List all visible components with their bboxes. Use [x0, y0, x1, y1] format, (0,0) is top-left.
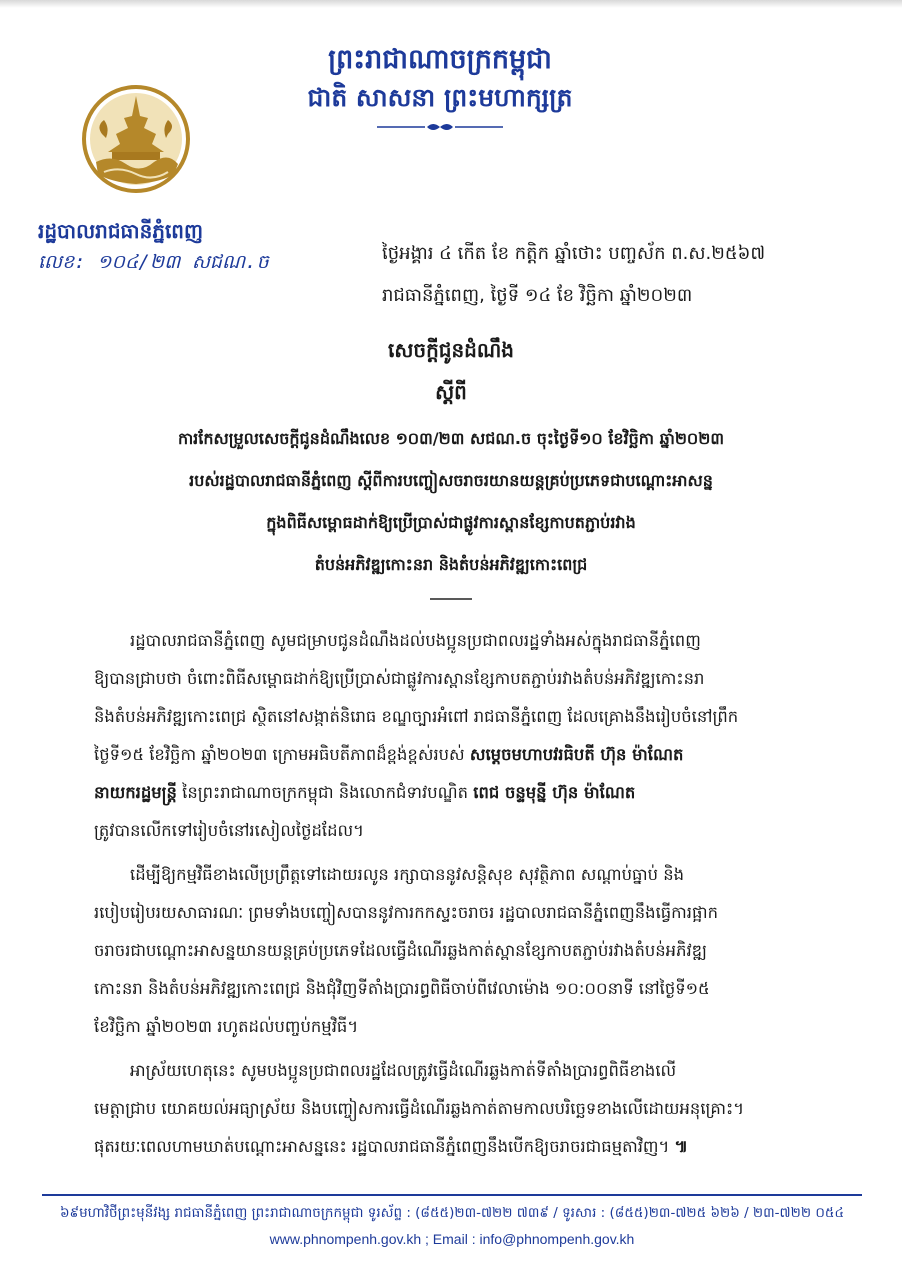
prime-minister-name: សម្តេចមហាបវរធិបតី ហ៊ុន ម៉ាណែត [469, 745, 684, 764]
body-line [94, 1128, 868, 1166]
email-link[interactable]: info@phnompenh.gov.kh [479, 1231, 635, 1247]
body-line: រដ្ឋបាលរាជធានីភ្នំពេញ សូមជម្រាបជូនដំណឹងដល់បងប្អូនប្រជាពលរដ្ឋទាំងអស់ក្នុងរាជធានីភ្នំពេញ [130, 631, 701, 650]
paragraph-2 [94, 856, 868, 1046]
phnom-penh-emblem-icon [82, 82, 190, 197]
subject-line: ក្នុងពិធីសម្ពោធដាក់ឱ្យប្រើប្រាស់ជាផ្លូវការស្ពានខ្សែកាបតភ្ជាប់រវាង [266, 513, 636, 532]
document-type: សេចក្តីជូនដំណឹង [388, 338, 514, 362]
notice-body [94, 622, 868, 1166]
body-line: ដើម្បីឱ្យកម្មវិធីខាងលើប្រព្រឹត្តទៅដោយរលូន រក្សាបាននូវសន្តិសុខ សុវត្ថិភាព សណ្តាប់ធ្នាប់ និង [130, 865, 685, 884]
body-text: ផុតរយៈពេលហាមឃាត់បណ្តោះអាសន្ននេះ រដ្ឋបាលរាជធានីភ្នំពេញនឹងបើកឱ្យចរាចរជាធម្មតាវិញ។ [94, 1137, 670, 1156]
body-line [94, 774, 868, 812]
body-line: មេត្តាជ្រាប យោគយល់អធ្យាស្រ័យ និងបញ្ចៀសការធ្វើដំណើរឆ្លងកាត់តាមកាលបរិច្ឆេទខាងលើដោយអនុគ្រោះ។ [94, 1099, 745, 1118]
paragraph-1 [94, 622, 868, 850]
body-line: ត្រូវបានលើកទៅរៀបចំនៅរសៀលថ្ងៃដដែល។ [94, 821, 364, 840]
scan-edge [0, 0, 902, 8]
footer-address: ៦៩មហាវិថីព្រះមុនីវង្ស រាជធានីភ្នំពេញ ព្រះរាជាណាចក្រកម្ពុជា ទូរស័ព្ទ : (៨៥៥)២៣-៧២២ ៧៣៩ / ទូរសារ : (៨៥៥)២៣-៧២៥ ៦២៦ / ២៣-៧២២ ០៥៤ [59, 1205, 845, 1221]
body-text: ថ្ងៃទី១៥ ខែវិច្ឆិកា ឆ្នាំ២០២៣ ក្រោមអធិបតីភាពដ៏ខ្ពង់ខ្ពស់របស់ [94, 745, 465, 764]
footer-contact [42, 1228, 862, 1250]
body-text: នៃព្រះរាជាណាចក្រកម្ពុជា និងលោកជំទាវបណ្ឌិត [182, 783, 469, 802]
spouse-name: ពេជ ចន្ទមុន្នី ហ៊ុន ម៉ាណែត [473, 783, 636, 802]
body-line: ឱ្យបានជ្រាបថា ចំពោះពិធីសម្ពោធដាក់ឱ្យប្រើប្រាស់ជាផ្លូវការស្ពានខ្សែកាបតភ្ជាប់រវាងតំបន់អភិវឌ្ឍកោះនរា [94, 669, 705, 688]
subject-line: ការកែសម្រួលសេចក្តីជូនដំណឹងលេខ ១០៣/២៣ សជណ.ច ចុះថ្ងៃទី១០ ខែវិច្ឆិកា ឆ្នាំ២០២៣ [177, 429, 725, 448]
reference-number: លេខ: ១០៤/២៣ សជណ.ច [38, 251, 269, 273]
about-label: ស្តីពី [435, 380, 467, 404]
notice-subject [50, 418, 852, 586]
kingdom-name: ព្រះរាជាណាចក្រកម្ពុជា [328, 44, 552, 75]
end-mark: ៕ [674, 1137, 689, 1156]
subject-line: តំបន់អភិវឌ្ឍកោះនរា និងតំបន់អភិវឌ្ឍកោះពេជ្រ [314, 555, 588, 574]
email-label: ; Email : [425, 1231, 476, 1247]
kingdom-header [290, 40, 590, 134]
body-line: អាស្រ័យហេតុនេះ សូមបងប្អូនប្រជាពលរដ្ឋដែលត្រូវធ្វើដំណើរឆ្លងកាត់ទីតាំងប្រារព្ធពិធីខាងលើ [130, 1061, 677, 1080]
paragraph-3 [94, 1052, 868, 1166]
section-divider-icon [430, 597, 472, 601]
body-line: ខែវិច្ឆិកា ឆ្នាំ២០២៣ រហូតដល់បញ្ចប់កម្មវិធី។ [94, 1017, 359, 1036]
body-line: កោះនរា និងតំបន់អភិវឌ្ឍកោះពេជ្រ និងជុំវិញទីតាំងប្រារព្ធពិធីចាប់ពីវេលាម៉ោង ១០:០០នាទី នៅថ្ងៃទី១៥ [94, 979, 710, 998]
lunar-date: ថ្ងៃអង្គារ ៤ កើត ខែ កត្តិក ឆ្នាំថោះ បញ្ចស័ក ព.ស.២៥៦៧ [382, 243, 766, 264]
solar-date: រាជធានីភ្នំពេញ, ថ្ងៃទី ១៤ ខែ វិច្ឆិកា ឆ្នាំ២០២៣ [382, 285, 693, 306]
notice-title [100, 334, 802, 408]
body-line: និងតំបន់អភិវឌ្ឍកោះពេជ្រ ស្ថិតនៅសង្កាត់និរោធ ខណ្ឌច្បារអំពៅ រាជធានីភ្នំពេញ ដែលគ្រោងនឹងរៀបចំនៅព្រឹក [94, 707, 739, 726]
website-link[interactable]: www.phnompenh.gov.kh [269, 1231, 422, 1247]
body-line [94, 736, 868, 774]
national-motto: ជាតិ សាសនា ព្រះមហាក្សត្រ [307, 83, 573, 112]
body-line: របៀបរៀបរយសាធារណៈ ព្រមទាំងបញ្ចៀសបាននូវការកកស្ទះចរាចរ រដ្ឋបាលរាជធានីភ្នំពេញនឹងធ្វើការផ្អាក [94, 903, 718, 922]
issuing-authority: រដ្ឋបាលរាជធានីភ្នំពេញ [38, 219, 204, 243]
subject-line: របស់រដ្ឋបាលរាជធានីភ្នំពេញ ស្តីពីការបញ្ចៀសចរាចរយានយន្តគ្រប់ប្រភេទជាបណ្តោះអាសន្ន [189, 471, 713, 490]
prime-minister-title: នាយករដ្ឋមន្ត្រី [94, 783, 177, 802]
ornament-divider-icon [375, 120, 505, 134]
footer-rule [42, 1194, 862, 1196]
body-line: ចរាចរជាបណ្តោះអាសន្នយានយន្តគ្រប់ប្រភេទដែលធ្វើដំណើរឆ្លងកាត់ស្ពានខ្សែកាបតភ្ជាប់រវាងតំបន់អភិវឌ្ឍ [94, 941, 707, 960]
